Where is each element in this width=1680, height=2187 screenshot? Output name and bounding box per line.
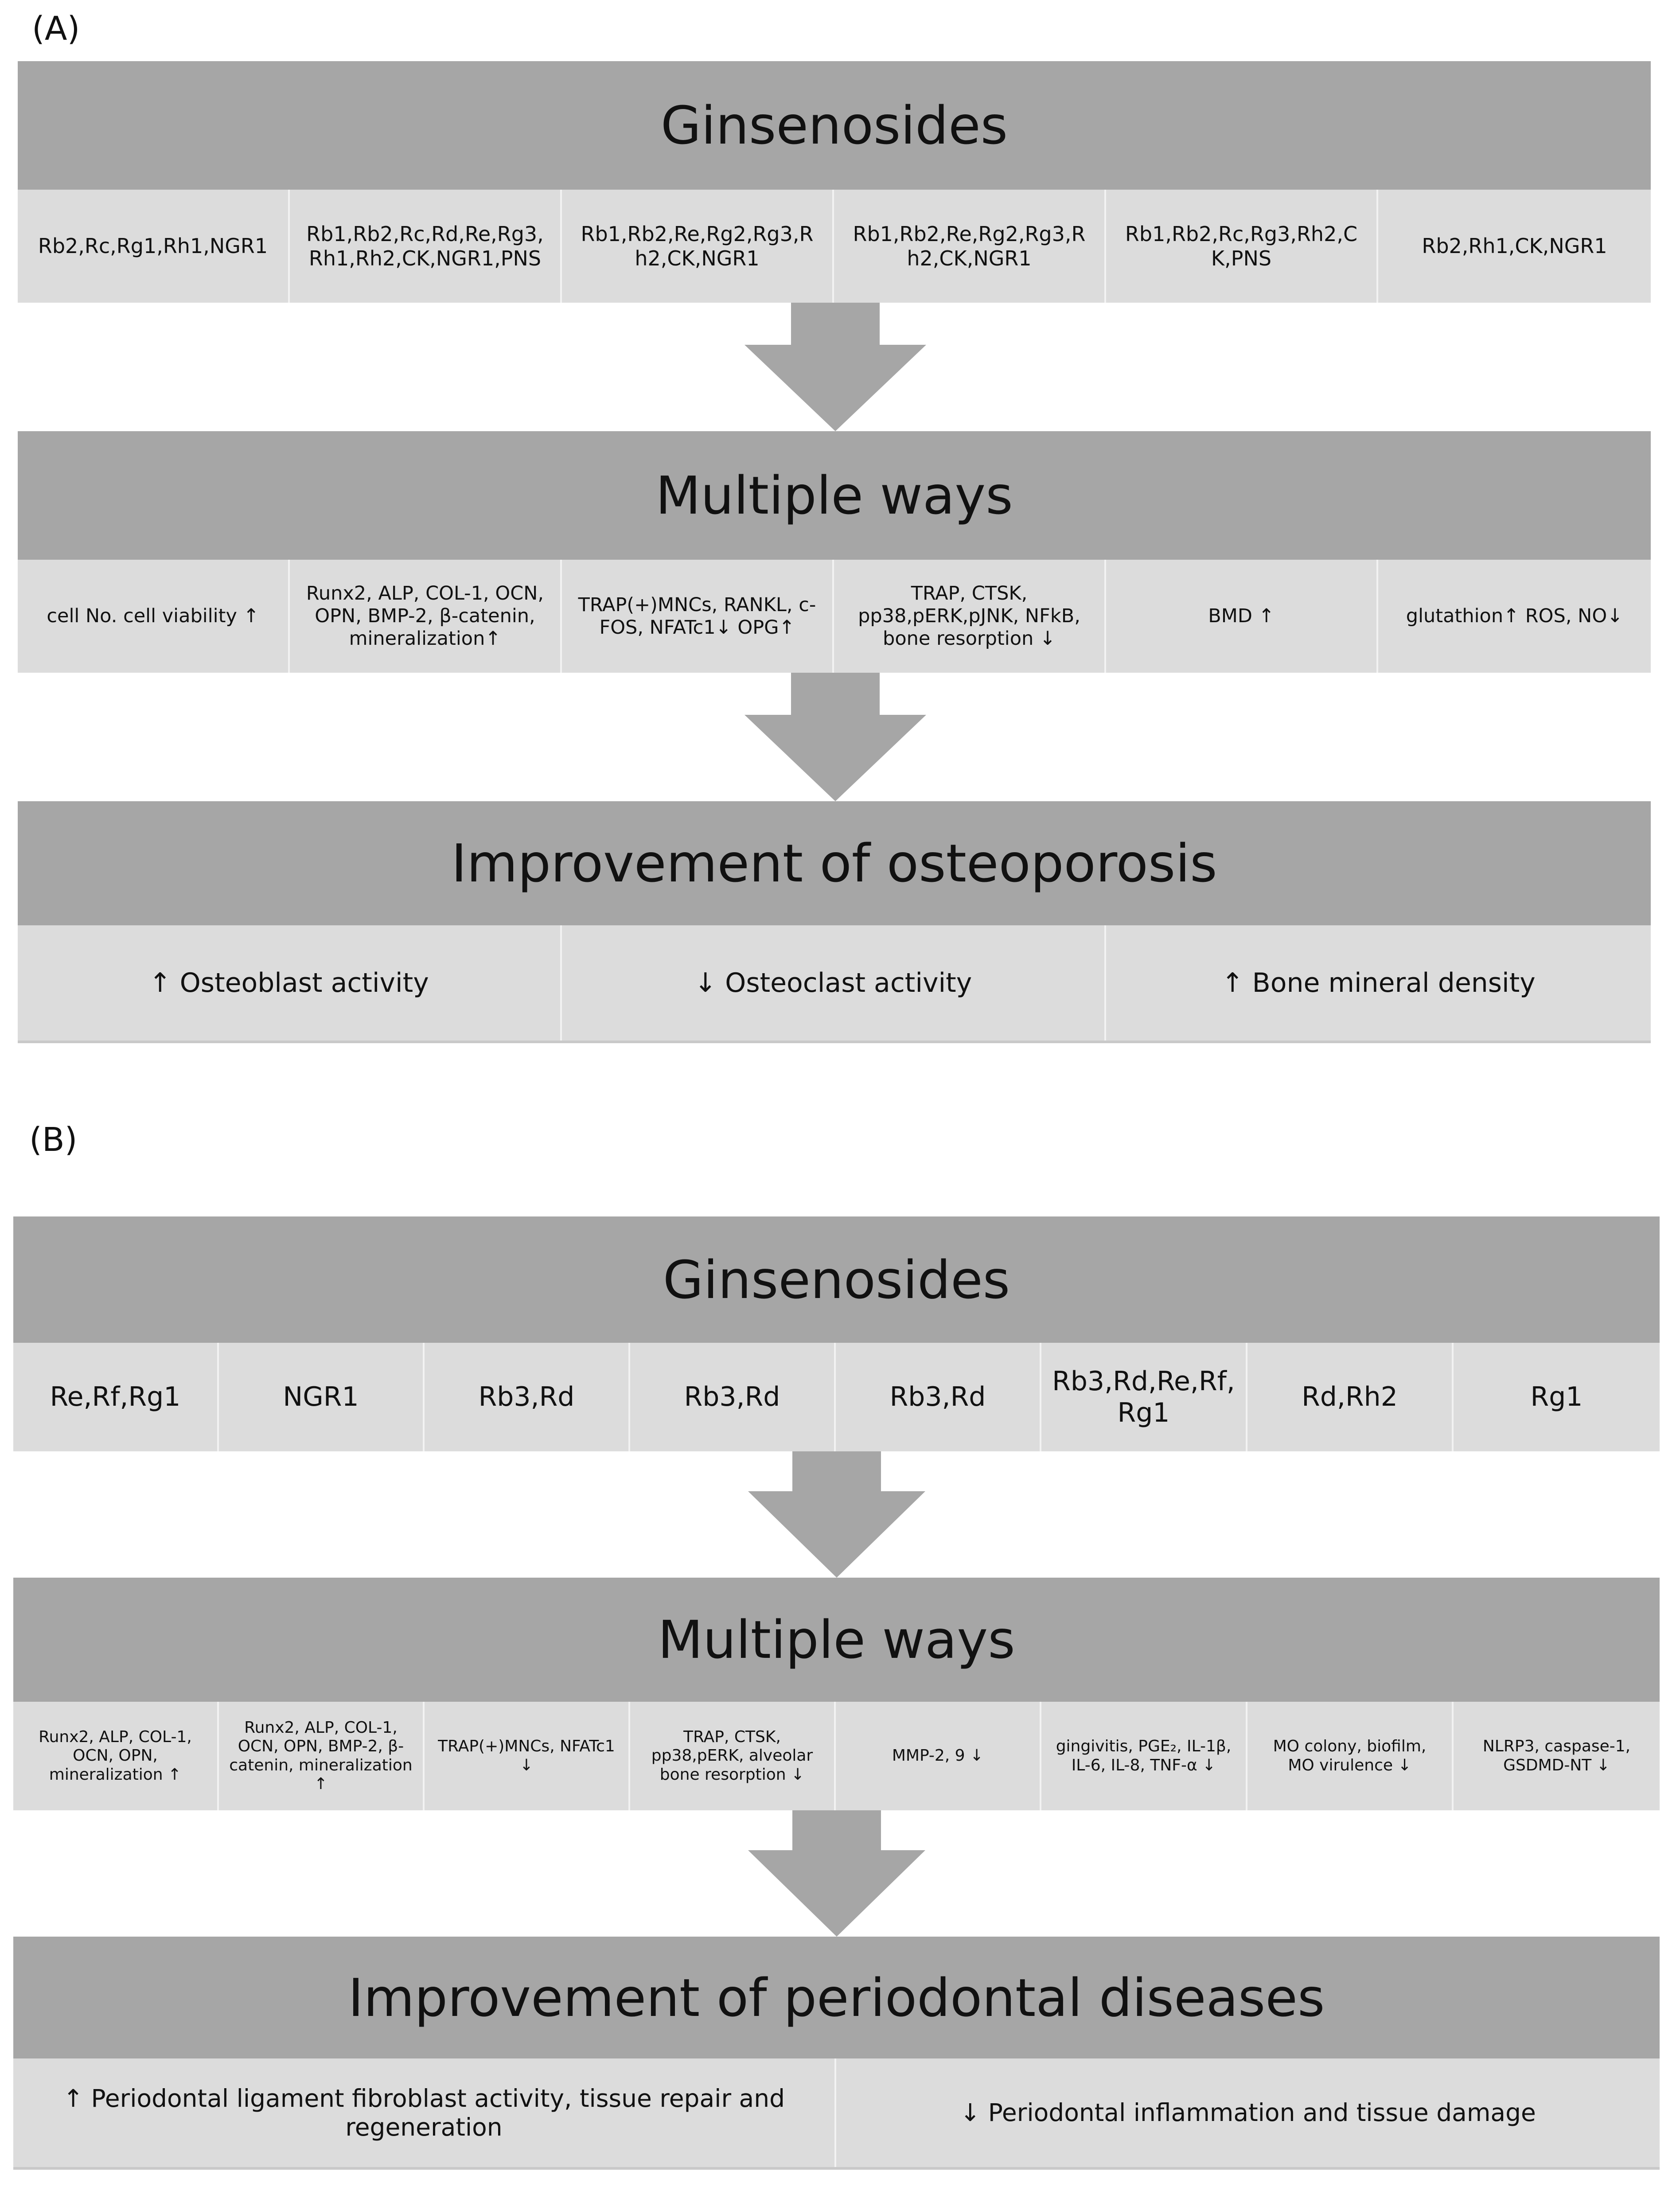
panel-a-arrow-2: [745, 673, 926, 801]
panel-b-way-cell: gingivitis, PGE₂, IL-1β, IL-6, IL-8, TNF-α ↓: [1041, 1702, 1247, 1810]
panel-b-way-cell: MMP-2, 9 ↓: [836, 1702, 1041, 1810]
panel-a-ways-header: Multiple ways: [18, 431, 1651, 560]
panel-b-ginsenosides-row: [13, 1343, 1660, 1451]
panel-a-way-cell: TRAP, CTSK, pp38,pERK,pJNK, NFkB, bone resorption ↓: [834, 560, 1106, 673]
panel-b-ginsenoside-cell: Rb3,Rd: [836, 1343, 1041, 1451]
panel-b-label: (B): [29, 1121, 78, 1159]
panel-b-way-cell: TRAP(+)MNCs, NFATc1 ↓: [425, 1702, 630, 1810]
panel-b-way-cell: Runx2, ALP, COL-1, OCN, OPN, mineralization ↑: [13, 1702, 219, 1810]
panel-b-way-cell: Runx2, ALP, COL-1, OCN, OPN, BMP-2, β- catenin, mineralization ↑: [219, 1702, 425, 1810]
panel-b-arrow-2: [748, 1810, 925, 1937]
panel-a-outcome-osteoclast: ↓ Osteoclast activity: [562, 925, 1106, 1041]
panel-b-ginsenoside-cell: Re,Rf,Rg1: [13, 1343, 219, 1451]
panel-b-ginsenoside-cell: Rd,Rh2: [1247, 1343, 1454, 1451]
panel-a-ginsenoside-cell: Rb2,Rc,Rg1,Rh1,NGR1: [18, 190, 290, 303]
panel-a-ginsenosides-row: [18, 190, 1651, 303]
panel-b-way-cell: TRAP, CTSK, pp38,pERK, alveolar bone resorption ↓: [630, 1702, 836, 1810]
panel-b-outcomes-row: [13, 2058, 1660, 2167]
panel-a-outcome-header: Improvement of osteoporosis: [18, 801, 1651, 925]
panel-a-ginsenoside-cell: Rb1,Rb2,Rc,Rd,Re,Rg3, Rh1,Rh2,CK,NGR1,PNS: [290, 190, 562, 303]
panel-a-way-cell: TRAP(+)MNCs, RANKL, c- FOS, NFATc1↓ OPG↑: [562, 560, 834, 673]
panel-b-ginsenosides-header: Ginsenosides: [13, 1216, 1660, 1343]
panel-b-ways-header: Multiple ways: [13, 1578, 1660, 1702]
panel-a-way-cell: BMD ↑: [1106, 560, 1378, 673]
panel-b-way-cell: NLRP3, caspase-1, GSDMD-NT ↓: [1454, 1702, 1660, 1810]
panel-a-ginsenoside-cell: Rb1,Rb2,Re,Rg2,Rg3,R h2,CK,NGR1: [834, 190, 1106, 303]
panel-a-ways-row: [18, 560, 1651, 673]
panel-b-arrow-1: [748, 1451, 925, 1578]
panel-a-way-cell: glutathion↑ ROS, NO↓: [1378, 560, 1651, 673]
panel-b-ginsenoside-cell: Rg1: [1454, 1343, 1660, 1451]
panel-b-ginsenoside-cell: Rb3,Rd: [630, 1343, 836, 1451]
panel-a-outcome-bone-density: ↑ Bone mineral density: [1106, 925, 1651, 1041]
panel-a-outcomes-row: [18, 925, 1651, 1041]
panel-b-outcome-inflammation: ↓ Periodontal inflammation and tissue damage: [836, 2058, 1660, 2167]
panel-b-ways-row: [13, 1702, 1660, 1810]
panel-a-way-cell: cell No. cell viability ↑: [18, 560, 290, 673]
panel-b-ginsenoside-cell: NGR1: [219, 1343, 425, 1451]
panel-a-label: (A): [32, 10, 80, 48]
panel-a-ginsenosides-header: Ginsenosides: [18, 61, 1651, 190]
panel-b-ginsenoside-cell: Rb3,Rd,Re,Rf, Rg1: [1041, 1343, 1247, 1451]
panel-b-outcome-header: Improvement of periodontal diseases: [13, 1937, 1660, 2058]
panel-a-ginsenoside-cell: Rb1,Rb2,Rc,Rg3,Rh2,C K,PNS: [1106, 190, 1378, 303]
panel-a-ginsenoside-cell: Rb2,Rh1,CK,NGR1: [1378, 190, 1651, 303]
panel-a-way-cell: Runx2, ALP, COL-1, OCN, OPN, BMP-2, β-catenin, mineralization↑: [290, 560, 562, 673]
panel-b-ginsenoside-cell: Rb3,Rd: [425, 1343, 630, 1451]
panel-b-way-cell: MO colony, biofilm, MO virulence ↓: [1247, 1702, 1454, 1810]
panel-a-arrow-1: [745, 303, 926, 431]
panel-a-outcome-osteoblast: ↑ Osteoblast activity: [18, 925, 562, 1041]
panel-b-outcome-fibroblast: ↑ Periodontal ligament fibroblast activity, tissue repair and regeneration: [13, 2058, 836, 2167]
panel-a-ginsenoside-cell: Rb1,Rb2,Re,Rg2,Rg3,R h2,CK,NGR1: [562, 190, 834, 303]
